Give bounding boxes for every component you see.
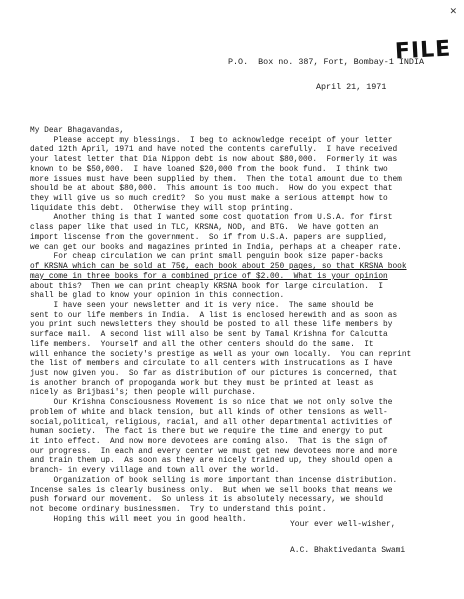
body-line: and train them up. As soon as they are nicely trained up, they should open a: [30, 456, 393, 466]
sender-address: P.O. Box no. 387, Fort, Bombay-1 INDIA: [228, 57, 425, 67]
body-line: we can get our books and magazines printed in India, perhaps at a cheaper rate.: [30, 242, 402, 252]
body-line: For cheap circulation we can print small penguin book size paper-backs: [30, 252, 384, 262]
body-line: dated 12th April, 1971 and have noted the contents carefully. I have received: [30, 145, 398, 155]
body-line: the list of members and circulate to all centers with instrucations as I have: [30, 359, 393, 369]
body-line: Please accept my blessings. I beg to acknowledge receipt of your letter: [30, 135, 393, 145]
body-line: just now given you. So far as distribution of our pictures is concerned, that: [30, 368, 398, 378]
body-line: it into effect. And now more devotees are coming also. That is the sign of: [30, 437, 388, 446]
body-line: not become ordinary businessmen. Try to understand this point.: [30, 505, 327, 515]
body-line: I have seen your newsletter and it is very nice. The same should be: [30, 300, 374, 310]
body-line: shall be glad to know your opinion in this connection.: [30, 291, 285, 301]
signature-name: A.C. Bhaktivedanta Swami: [290, 546, 406, 555]
body-line: your latest letter that Dia Nippon debt is now about $80,000. Formerly it was: [30, 155, 398, 165]
body-line-underlined: may come in three books for a combined price of $2.00. What is your opinion: [30, 271, 388, 281]
body-line: branch- in every village and town all over the world.: [30, 466, 280, 476]
body-line: should be at about $80,000. This amount is too much. How do you expect that: [30, 184, 393, 194]
body-line: surface mail. A second list will also be sent by Tamal Krishna for Calcutta: [30, 330, 388, 340]
body-line: our progress. In each and every center we must get new devotees more and more: [30, 446, 398, 456]
corner-x-mark: ✕: [450, 6, 457, 18]
body-line: about this? Then we can print cheaply KRSNA book for large circulation. I: [30, 281, 384, 291]
body-line: you print such newsletters they should be posted to all these life members by: [30, 320, 393, 330]
body-line: they will give us so much credit? So you must make a serious attempt how to: [30, 194, 388, 204]
body-line: push forward our movement. So unless it is absolutely necessary, we should: [30, 495, 384, 505]
body-line: is another branch of propoganda work but they must be printed at least as: [30, 378, 374, 388]
valediction: Your ever well-wisher,: [290, 520, 396, 529]
body-line: human society. The fact is there but we require the time and energy to put: [30, 427, 384, 437]
body-line: problem of white and black tension, but all kinds of other tensions as well-: [30, 407, 388, 417]
body-line: import liscense from the government. So if from U.S.A. papers are supplied,: [30, 232, 388, 242]
body-line: liquidate this debt. Otherwise they will stop printing.: [30, 203, 294, 213]
body-line: Our Krishna Consciousness Movement is so nice that we not only solve the: [30, 398, 393, 408]
body-line: Hoping this will meet you in good health.: [30, 514, 247, 524]
body-line: sent to our life members in India. A list is enclosed herewith and as soon as: [30, 310, 398, 320]
body-line: social,political, religious, racial, and all other departmental activities of: [30, 417, 393, 427]
salutation: My Dear Bhagavandas,: [30, 126, 125, 135]
body-line: more issues must have been supplied by them. Then the total amount due to them: [30, 174, 402, 184]
body-line: will enhance the society's prestige as well as your own locally. You can reprint: [30, 349, 412, 359]
body-line: known to be $50,000. I have loaned $20,000 from the book fund. I think two: [30, 164, 388, 174]
letter-date: April 21, 1971: [316, 82, 387, 92]
letter-body: [30, 126, 450, 524]
body-line: nicely as Brijbasi's; then people will purchase.: [30, 388, 256, 398]
body-line: Another thing is that I wanted some cost quotation from U.S.A. for first: [30, 213, 393, 223]
body-line: class paper like that used in TLC, KRSNA, NOD, and BTG. We have gotten an: [30, 223, 379, 233]
body-line: life members. Yourself and all the other centers should do the same. It: [30, 339, 374, 349]
body-line: Incense sales is clearly business only. But when we sell books that means we: [30, 485, 393, 495]
body-line: Organization of book selling is more important than incense distribution.: [30, 475, 398, 485]
body-line-underlined: of KRSNA which can be sold at 75¢, each book about 250 pages, so that KRSNA book: [30, 262, 407, 272]
file-stamp: FILE: [394, 36, 452, 65]
